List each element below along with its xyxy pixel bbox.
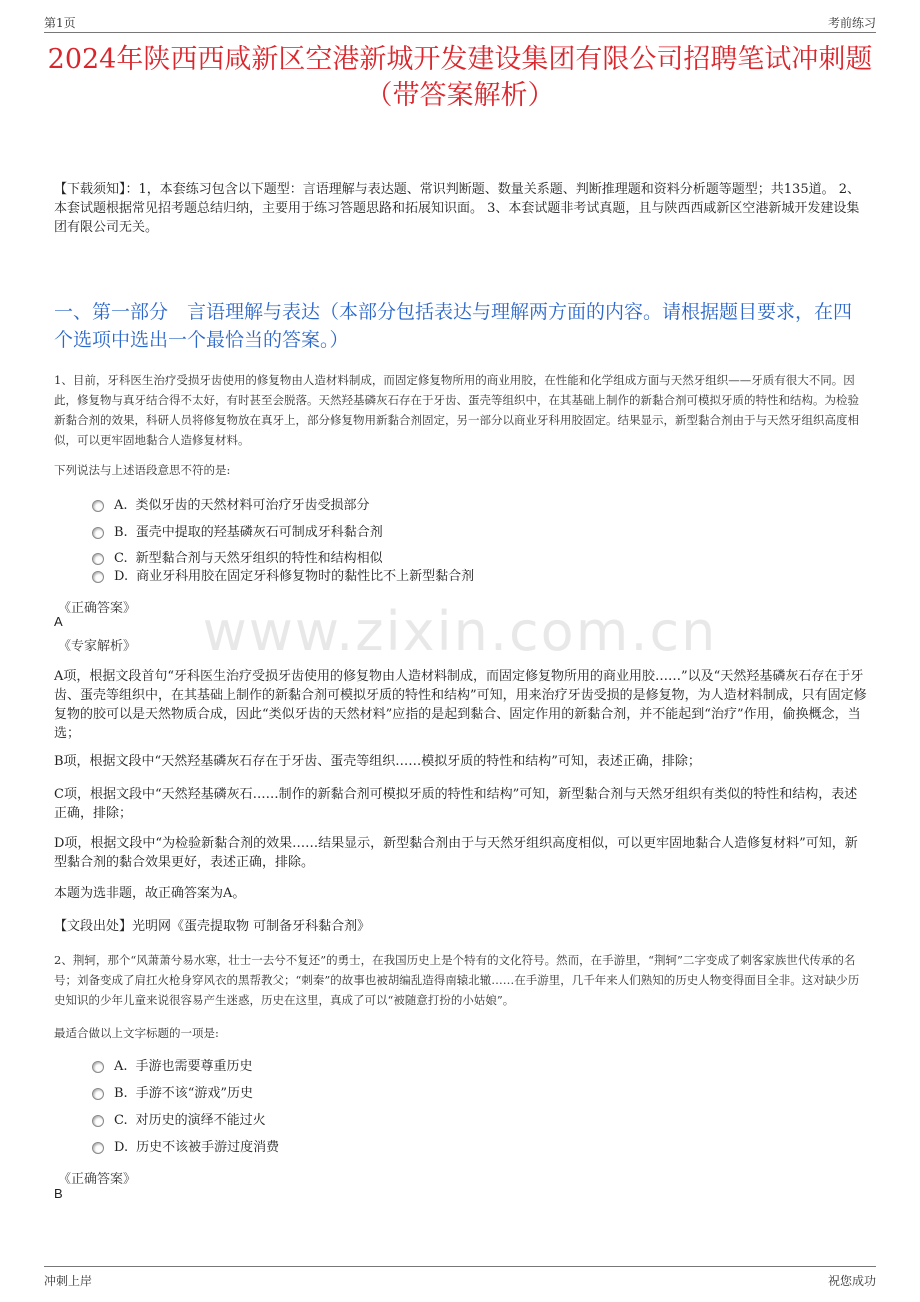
q2-answer-label: 《正确答案》 xyxy=(58,1172,137,1187)
option-letter: C. xyxy=(114,1113,128,1128)
q2-option-a[interactable] xyxy=(92,1057,253,1077)
option-text: 手游不该“游戏”历史 xyxy=(135,1086,253,1101)
option-letter: D. xyxy=(114,569,129,584)
page-footer xyxy=(44,1266,876,1289)
q1-option-a[interactable] xyxy=(92,496,370,516)
option-text: 手游也需要尊重历史 xyxy=(135,1059,253,1074)
question-1-prompt: 下列说法与上述语段意思不符的是: xyxy=(54,463,231,477)
option-letter: A. xyxy=(114,498,128,513)
option-letter: A. xyxy=(114,1059,128,1074)
q1-option-c[interactable] xyxy=(92,549,383,569)
watermark: www.zixin.com.cn xyxy=(202,600,718,663)
radio-icon[interactable] xyxy=(92,553,104,565)
footer-left-label: 冲刺上岸 xyxy=(44,1274,93,1288)
document-title: 2024年陕西西咸新区空港新城开发建设集团有限公司招聘笔试冲刺题（带答案解析） xyxy=(47,44,873,111)
option-letter: C. xyxy=(114,551,128,566)
page-header xyxy=(44,12,876,33)
footer-right-label: 祝您成功 xyxy=(827,1274,876,1288)
q1-option-b[interactable] xyxy=(92,523,383,543)
q1-analysis-b: B项，根据文段中“天然羟基磷灰石存在于牙齿、蛋壳等组织……模拟牙质的特性和结构”可知，表述正确，排除； xyxy=(54,754,701,769)
option-letter: D. xyxy=(114,1140,129,1155)
option-text: 商业牙科用胶在固定牙科修复物时的黏性比不上新型黏合剂 xyxy=(136,569,475,584)
download-notice: 【下载须知】：1，本套练习包含以下题型：言语理解与表达题、常识判断题、数量关系题、判断推理题和资料分析题等题型；共135道。 2、本套试题根据常见招考题总结归纳，主要用于练习答题思路和拓展知识面。 3、本套试题非考试真题，且与陕西西咸新区空港新城开发建设集团有限公司无关。 xyxy=(54,182,860,235)
radio-icon[interactable] xyxy=(92,500,104,512)
q2-option-b[interactable] xyxy=(92,1084,253,1104)
q1-analysis-c: C项，根据文段中“天然羟基磷灰石……制作的新黏合剂可模拟牙质的特性和结构”可知，新型黏合剂与天然牙组织有类似的特性和结构，表述正确，排除； xyxy=(54,787,858,821)
q1-analysis-a: A项，根据文段首句“牙科医生治疗受损牙齿使用的修复物由人造材料制成，而固定修复物所用的商业用胶……”以及“天然羟基磷灰石存在于牙齿、蛋壳等组织中，在其基础上制作的新黏合剂可模拟牙质的特性和结构”可知，用来治疗牙齿受损的是修复物，为人造材料制成，只有固定修复物的胶可以是天然物质合成，因此“类似牙齿的天然材料”应指的是起到黏合、固定作用的新黏合剂，并不能起到“治疗”作用，偷换概念，当选； xyxy=(54,669,867,741)
radio-icon[interactable] xyxy=(92,1088,104,1100)
q1-source: 【文段出处】光明网《蛋壳提取物 可制备牙科黏合剂》 xyxy=(54,919,371,934)
q1-analysis-d: D项，根据文段中“为检验新黏合剂的效果……结果显示，新型黏合剂由于与天然牙组织高度相似，可以更牢固地黏合人造修复材料”可知，新型黏合剂的黏合效果更好，表述正确，排除。 xyxy=(54,836,858,870)
option-letter: B. xyxy=(114,525,128,540)
question-2-text: 2、荆轲，那个“风萧萧兮易水寒，壮士一去兮不复还”的勇士，在我国历史上是个特有的文化符号。然而，在手游里，“荆轲”二字变成了刺客家族世代传承的名号；刘备变成了肩扛火枪身穿风衣的黑帮教父；“刺秦”的故事也被胡编乱造得南辕北辙……在手游里，几千年来人们熟知的历史人物变得面目全非。这对缺少历史知识的少年儿童来说很容易产生迷惑，历史在这里，真成了可以“被随意打扮的小姑娘”。 xyxy=(54,953,860,1007)
option-text: 新型黏合剂与天然牙组织的特性和结构相似 xyxy=(135,551,383,566)
q1-answer-label: 《正确答案》 xyxy=(58,601,137,616)
q1-option-d[interactable] xyxy=(92,567,474,587)
option-letter: B. xyxy=(114,1086,128,1101)
q1-answer: A xyxy=(54,614,63,629)
option-text: 历史不该被手游过度消费 xyxy=(136,1140,280,1155)
q1-analysis-label: 《专家解析》 xyxy=(58,639,137,654)
header-right-label: 考前练习 xyxy=(827,16,876,30)
q2-option-c[interactable] xyxy=(92,1111,266,1131)
section-heading: 一、第一部分 言语理解与表达（本部分包括表达与理解两方面的内容。请根据题目要求，在四个选项中选出一个最恰当的答案。） xyxy=(54,301,853,351)
option-text: 对历史的演绎不能过火 xyxy=(135,1113,266,1128)
radio-icon[interactable] xyxy=(92,571,104,583)
q2-answer: B xyxy=(54,1186,63,1201)
radio-icon[interactable] xyxy=(92,1115,104,1127)
option-text: 类似牙齿的天然材料可治疗牙齿受损部分 xyxy=(135,498,370,513)
q2-option-d[interactable] xyxy=(92,1138,279,1158)
radio-icon[interactable] xyxy=(92,1061,104,1073)
radio-icon[interactable] xyxy=(92,527,104,539)
q1-conclusion: 本题为选非题，故正确答案为A。 xyxy=(54,886,246,901)
question-2-prompt: 最适合做以上文字标题的一项是: xyxy=(54,1026,219,1040)
page-number: 第1页 xyxy=(44,16,76,30)
radio-icon[interactable] xyxy=(92,1142,104,1154)
question-1-text: 1、目前，牙科医生治疗受损牙齿使用的修复物由人造材料制成，而固定修复物所用的商业用胶，在性能和化学组成方面与天然牙组织——牙质有很大不同。因此，修复物与真牙结合得不太好，有时甚至会脱落。天然羟基磷灰石存在于牙齿、蛋壳等组织中，在其基础上制作的新黏合剂可模拟牙质的特性和结构。为检验新黏合剂的效果，科研人员将修复物放在真牙上，部分修复物用新黏合剂固定，另一部分以商业牙科用胶固定。结果显示，新型黏合剂由于与天然牙组织高度相似，可以更牢固地黏合人造修复材料。 xyxy=(54,373,859,447)
option-text: 蛋壳中提取的羟基磷灰石可制成牙科黏合剂 xyxy=(135,525,383,540)
